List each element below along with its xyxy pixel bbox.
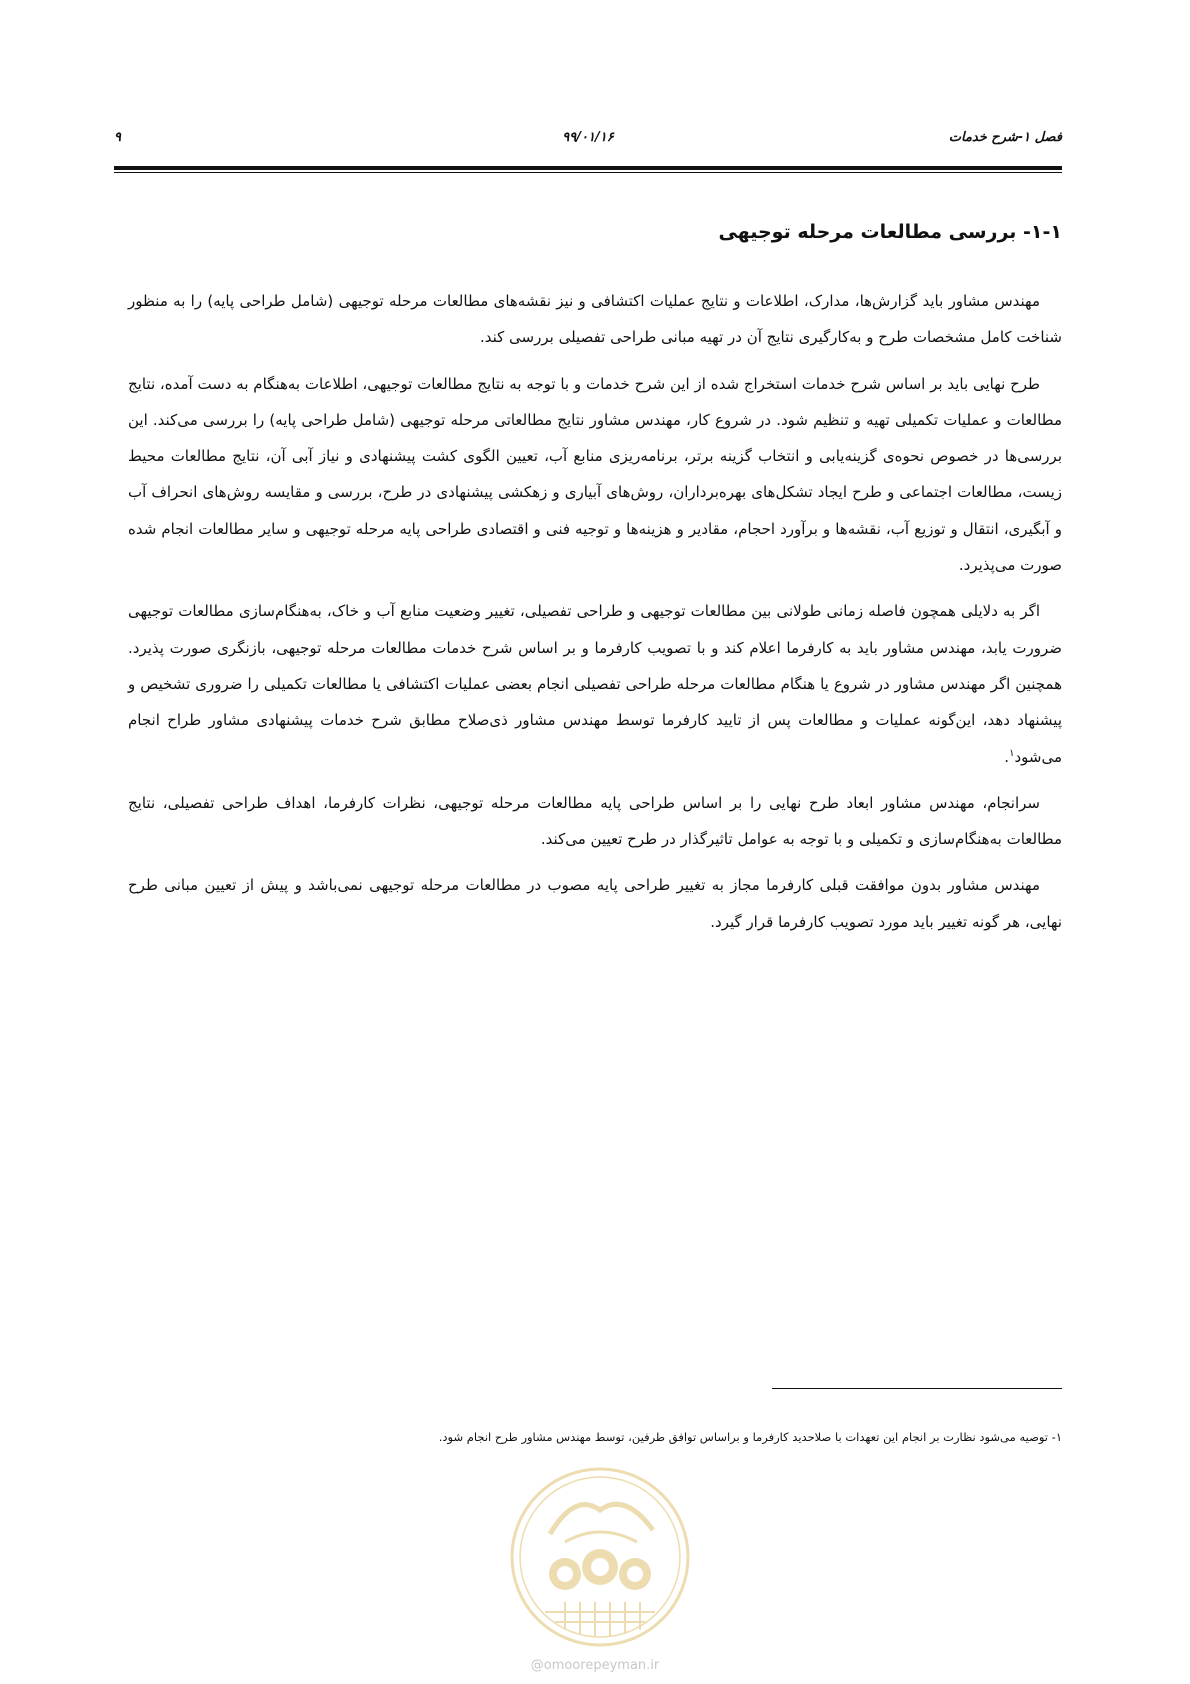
paragraph: مهندس مشاور بدون موافقت قبلی کارفرما مجاز به تغییر طراحی پایه مصوب در مطالعات مرحله توجیهی نمی‌باشد و پیش از تعیین مبانی طرح نهایی، هر گونه تغییر باید مورد تصویب کارفرما قرار گیرد. (128, 876, 1062, 931)
paragraph: مهندس مشاور باید گزارش‌ها، مدارک، اطلاعات و نتایج عملیات اکتشافی و نیز نقشه‌های مطالعات مرحله توجیهی (شامل طراحی پایه) را به منظور شناخت کامل مشخصات طرح و به‌کارگیری نتایج آن در تهیه مبانی طراحی تفصیلی بررسی کند. (128, 292, 1062, 347)
footnote: ۱- توصیه می‌شود نظارت بر انجام این تعهدات با صلاحدید کارفرما و براساس توافق طرفین، توسط مهندس مشاور طرح انجام شود. (438, 1430, 1062, 1444)
page-number: ۹ (114, 130, 121, 145)
header-rule-thin (114, 172, 1062, 173)
section-title: ۱-۱- بررسی مطالعات مرحله توجیهی (718, 221, 1062, 243)
paragraph: طرح نهایی باید بر اساس شرح خدمات استخراج شده از این شرح خدمات و با توجه به نتایج مطالعات توجیهی، اطلاعات به‌هنگام به دست آمده، نتایج مطالعات و عملیات تکمیلی تهیه و تنظیم شود. در شروع کار، مهندس مشاور نتایج مطالعاتی مرحله توجیهی (شامل طراحی پایه) را بررسی می‌کند. این بررسی‌ها در خصوص نحوه‌ی گزینه‌یابی و انتخاب گزینه برتر، برنامه‌ریزی منابع آب، تعیین الگوی کشت پیشنهادی و نیاز آبی آن، نتایج مطالعات محیط زیست، مطالعات اجتماعی و طرح ایجاد تشکل‌های بهره‌برداران، روش‌های آبیاری و زهکشی پیشنهادی در طرح، بررسی و مقایسه روش‌های انحراف آب و آبگیری، انتقال و توزیع آب، نقشه‌ها و برآورد احجام، مقادیر و هزینه‌ها و توجیه فنی و اقتصادی طراحی پایه مرحله توجیهی و سایر مطالعات انجام شده صورت می‌پذیرد. (128, 374, 1062, 575)
watermark-url[interactable]: @omoorepeyman.ir (530, 1658, 660, 1673)
paragraph: سرانجام، مهندس مشاور ابعاد طرح نهایی را بر اساس طراحی پایه مطالعات مرحله توجیهی، نظرات کارفرما، اهداف طراحی تفصیلی، نتایج مطالعات به‌هنگام‌سازی و تکمیلی و با توجه به عوامل تاثیرگذار در طرح تعیین می‌کند. (128, 793, 1062, 849)
paragraph-text: اگر به دلایلی همچون فاصله زمانی طولانی بین مطالعات توجیهی و طراحی تفصیلی، تغییر وضعیت منابع آب و خاک، به‌هنگام‌سازی مطالعات توجیهی ضرورت یابد، مهندس مشاور باید به کارفرما اعلام کند و با تصویب کارفرما و بر اساس شرح خدمات مطالعات مرحله توجیهی، بازنگری صورت پذیرد. همچنین اگر مهندس مشاور در شروع یا هنگام مطالعات مرحله طراحی تفصیلی انجام بعضی عملیات اکتشافی یا مطالعات تکمیلی را ضروری تشخیص و پیشنهاد دهد، این‌گونه عملیات و مطالعات پس از تایید کارفرما توسط مهندس مشاور ذی‌صلاح مطابق شرح خدمات پیشنهادی مشاور طراح انجام می‌شود (128, 602, 1062, 766)
body-text (128, 283, 1062, 950)
header-rule-thick (114, 166, 1062, 170)
paragraph: اگر به دلایلی همچون فاصله زمانی طولانی بین مطالعات توجیهی و طراحی تفصیلی، تغییر وضعیت منابع آب و خاک، به‌هنگام‌سازی مطالعات توجیهی ضرورت یابد، مهندس مشاور باید به کارفرما اعلام کند و با تصویب کارفرما و بر اساس شرح خدمات مطالعات مرحله توجیهی، بازنگری صورت پذیرد. همچنین اگر مهندس مشاور در شروع یا هنگام مطالعات مرحله طراحی تفصیلی انجام بعضی عملیات اکتشافی یا مطالعات تکمیلی را ضروری تشخیص و پیشنهاد دهد، این‌گونه عملیات و مطالعات پس از تایید کارفرما توسط مهندس مشاور ذی‌صلاح مطابق شرح خدمات پیشنهادی مشاور طراح انجام می‌شود$^۱$. (128, 602, 1062, 766)
footnote-reference[interactable]: ۱ (1009, 747, 1015, 759)
page-header (114, 130, 1062, 154)
watermark-logo (505, 1462, 695, 1652)
header-date: ۹۹/۰۱/۱۶ (562, 130, 614, 145)
footnote-separator (772, 1388, 1062, 1389)
chapter-title: فصل ۱-شرح خدمات (948, 130, 1062, 145)
